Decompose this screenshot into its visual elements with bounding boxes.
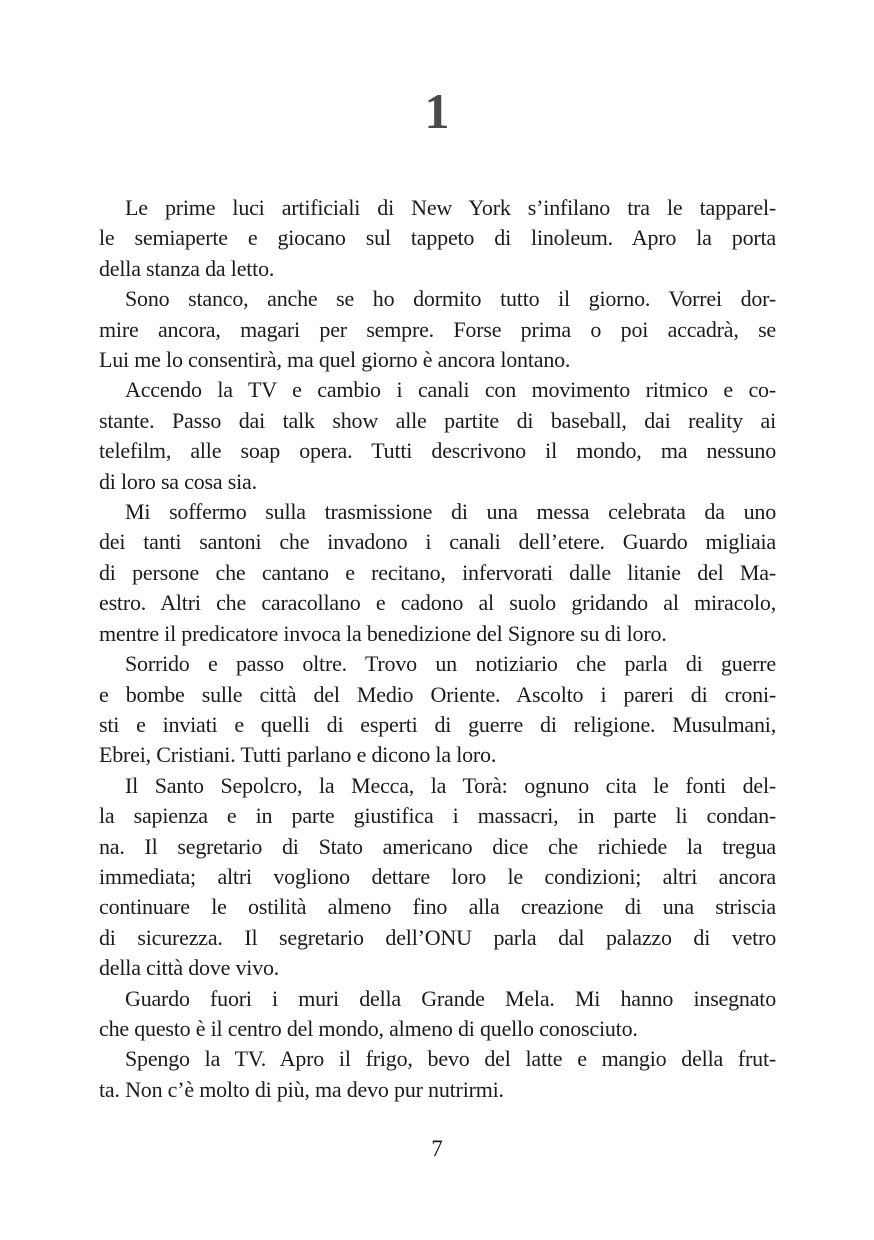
- text-line: estro. Altri che caracollano e cadono al suolo gridando al miracolo,: [99, 590, 776, 616]
- paragraph: [99, 1044, 776, 1105]
- text-line: di loro sa cosa sia.: [99, 468, 257, 494]
- page-number: 7: [431, 1136, 443, 1161]
- text-line: Spengo la TV. Apro il frigo, bevo del latte e mangio della frut-: [125, 1046, 776, 1072]
- text-line: della città dove vivo.: [99, 955, 280, 981]
- text-line: Accendo la TV e cambio i canali con movimento ritmico e co-: [125, 377, 776, 403]
- text-line: di sicurezza. Il segretario dell’ONU parla dal palazzo di vetro: [99, 924, 776, 950]
- paragraph: [99, 284, 776, 375]
- text-line: Guardo fuori i muri della Grande Mela. Mi hanno insegnato: [125, 985, 776, 1011]
- text-line: di persone che cantano e recitano, infervorati dalle litanie del Ma-: [99, 559, 776, 585]
- text-line: che questo è il centro del mondo, almeno di quello conosciuto.: [99, 1015, 638, 1041]
- text-line: le semiaperte e giocano sul tappeto di linoleum. Apro la porta: [99, 225, 776, 251]
- text-line: ta. Non c’è molto di più, ma devo pur nutrirmi.: [99, 1076, 504, 1102]
- text-line: immediata; altri vogliono dettare loro le condizioni; altri ancora: [99, 863, 776, 889]
- paragraph: [99, 497, 776, 649]
- text-line: sti e inviati e quelli di esperti di guerre di religione. Musulmani,: [99, 711, 776, 737]
- text-line: Lui me lo consentirà, ma quel giorno è ancora lontano.: [99, 347, 571, 373]
- text-line: na. Il segretario di Stato americano dice che richiede la tregua: [99, 833, 776, 859]
- paragraph: [99, 984, 776, 1045]
- text-line: stante. Passo dai talk show alle partite di baseball, dai reality ai: [99, 407, 776, 433]
- paragraph: [99, 375, 776, 497]
- text-line: e bombe sulle città del Medio Oriente. Ascolto i pareri di croni-: [99, 681, 776, 707]
- paragraph: [99, 649, 776, 771]
- text-line: Ebrei, Cristiani. Tutti parlano e dicono la loro.: [99, 742, 497, 768]
- text-line: telefilm, alle soap opera. Tutti descrivono il mondo, ma nessuno: [99, 438, 776, 464]
- text-line: Sono stanco, anche se ho dormito tutto il giorno. Vorrei dor-: [125, 286, 776, 312]
- text-line: mentre il predicatore invoca la benedizione del Signore su di loro.: [99, 620, 667, 646]
- chapter-number: 1: [424, 83, 450, 139]
- text-line: Mi soffermo sulla trasmissione di una messa celebrata da uno: [125, 499, 776, 525]
- text-line: dei tanti santoni che invadono i canali dell’etere. Guardo migliaia: [99, 529, 776, 555]
- text-line: della stanza da letto.: [99, 255, 275, 281]
- body-text: [99, 193, 776, 1105]
- text-line: Sorrido e passo oltre. Trovo un notiziario che parla di guerre: [125, 651, 776, 677]
- text-line: mire ancora, magari per sempre. Forse prima o poi accadrà, se: [99, 316, 776, 342]
- text-line: Il Santo Sepolcro, la Mecca, la Torà: ognuno cita le fonti del-: [125, 772, 776, 798]
- text-line: Le prime luci artificiali di New York s’infilano tra le tapparel-: [125, 195, 776, 220]
- text-line: continuare le ostilità almeno fino alla creazione di una striscia: [99, 894, 776, 920]
- paragraph: [99, 771, 776, 984]
- text-line: la sapienza e in parte giustifica i massacri, in parte li condan-: [99, 803, 776, 829]
- paragraph: [99, 193, 776, 284]
